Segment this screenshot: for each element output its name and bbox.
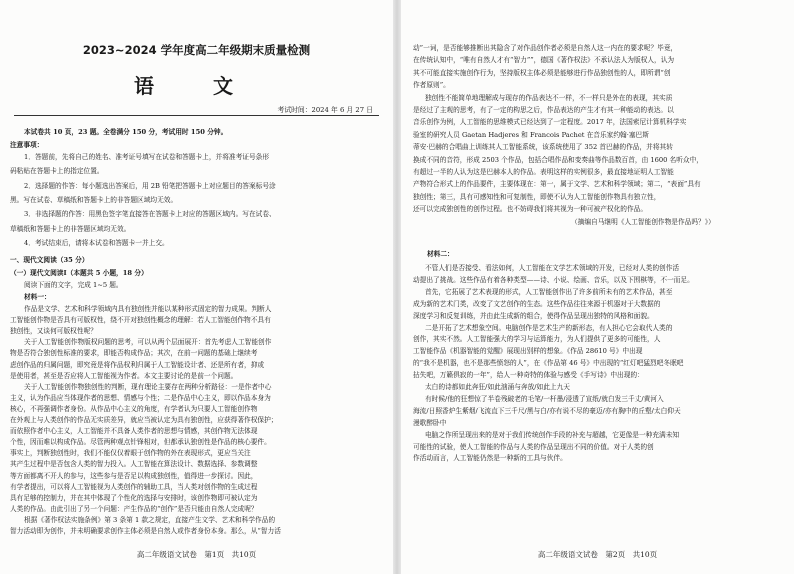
text-line: 创作，其实不然。人工智能强大的学习与运算能力，为人们提供了更多的可能性，人: [413, 335, 661, 344]
page-footer: 高二年级语文试卷 第2页 共10页: [537, 550, 658, 559]
text-line: 是使用者，甚至是否应将人工智能视为作者。本文主要讨论的是前一个问题。: [10, 371, 238, 380]
text-line: 动”一词，是否能够推断出其隐含了对作品创作者必须是自然人这一内在的要求呢？毕竟，: [413, 44, 678, 52]
text-line: 2．选择题的作答：每小题选出答案后，用 2B 铅笔把答题卡上对应题目的答案标号涂: [24, 181, 276, 190]
text-line: 其不可能直接实施创作行为，坚持版权主体必须是能够进行作品独创性的人，即所谓“创: [413, 68, 671, 77]
text-line: 等方面都离不开人的参与，这些参与是否足以构成独创性，值得进一步探讨。因此，: [10, 471, 258, 480]
text-line: 验室的研究人员 Gaetan Hadjeres 和 Francois Pachet 在音乐家约翰·塞巴斯: [413, 130, 649, 139]
material-label: 材料一：: [24, 293, 51, 301]
text-line: 核心，不再强调作者身份。从作品中心主义的角度，有学者认为只要人工智能创作物: [10, 404, 258, 413]
text-line: 虑创作品的归属问题，即究竟是将作品权利归属于人工智能设计者、还是所有者，抑或: [10, 360, 265, 369]
exam-title: 2023~2024 学年度高二年级期末质量检测: [82, 43, 311, 57]
subsection-heading: （一）现代文阅读Ⅰ（本题共 5 小题，18 分）: [10, 269, 148, 277]
text-line: （摘编自马继明《人工智能创作物是作品吗？》）: [571, 217, 715, 226]
text-line: 码粘贴在答题卡上的指定位置。: [10, 167, 104, 176]
text-line: 主义，认为作品应当体现作者的思想、情感与个性；二是作品中心主义，即以作品本身为: [10, 393, 271, 402]
text-line: 独创性；第三，具有可感知性和可复制性，即使不认为人工智能创作物具有独立性，: [413, 192, 661, 201]
text-line: 工智能作品《机器智能的觉醒》展现出别样的想象。《作品 28610 号》中出现: [413, 347, 643, 356]
text-line: 作者原则”。: [413, 81, 450, 90]
page-2: [401, 0, 794, 574]
text-line: 拈失吧，万籁俱寂的一年”，给人一种奇特的体验与感受《手写诗》中出现的：: [413, 371, 644, 380]
text-line: 是经过了主观的思考，有了一定的构思之后，作品表达的产生才有其一种能动的表达。以: [413, 106, 674, 114]
notice-heading: 注意事项：: [10, 141, 44, 149]
text-line: 其产生过程中是否包含人类的智力投入。人工智能在算法设计、数据选择、参数调整: [10, 460, 258, 469]
page-1: [0, 0, 393, 574]
text-line: 草稿纸和答题卡上的非答题区域均无效。: [10, 224, 131, 233]
text-line: 在外观上与人类创作的作品无实质差异，就应当被认定为具有独创性，应获得著作权保护；: [10, 416, 278, 424]
text-line: 电脑之作所呈现出来的是对于我们传统创作手段的补充与超越，它更像是一种充满未知: [425, 430, 680, 439]
text-line: 可能性的试验，使人工智能的作品与人类的作品呈现出不同的价值。对于人类的创: [413, 442, 654, 451]
exam-meta: 本试卷共 10 页，23 题。全卷满分 150 分，考试用时 150 分钟。: [24, 128, 228, 136]
text-line: 独创性，又谈何可版权性呢？: [10, 327, 97, 336]
section-heading: 一、现代文阅读（35 分）: [10, 256, 89, 264]
text-line: 还可以完成独创性的创作过程。也不妨碍我们将其视为一种可被产权化的作品。: [413, 205, 648, 214]
text-line: 太白的诗都如此奔狂/如此汹涌与奔放/如此上九天: [425, 383, 570, 391]
text-line: 个性，因而难以构成作品。尽管两种观点针锋相对，但都承认独创性是作品的核心要件。: [10, 438, 271, 447]
text-line: 动提出了挑战。这些作品有着各种类型——诗、小说、绘画、音乐，以及下围棋等，不一而足。: [413, 275, 694, 284]
text-line: 物是否符合独创性标准的要求，即能否构成作品；其次，在前一问题的基础上继续考: [10, 349, 258, 358]
text-line: 首先，它拓展了艺术表现的形式，人工智能创作出了许多前所未有的艺术作品，甚至: [425, 287, 673, 296]
text-line: 蒂安·巴赫的合唱曲上训练其人工智能系统，该系统使用了 352 首巴赫的作品，并将其转: [413, 143, 673, 152]
text-line: 智力活动即为创作，并未明确要求创作主体必须是自然人或作者身份本身。那么，从“智力活: [10, 527, 281, 535]
page-gutter: [393, 0, 401, 574]
text-line: 作品是文学、艺术和科学领域内具有独创性并能以某种形式固定的智力成果。判断人: [24, 305, 272, 313]
text-line: 关于人工智能创作物版权问题的思考，可以从两个层面展开：首先考虑人工智能创作: [24, 338, 272, 347]
text-line: 音乐创作为例，人工智能的思维模式已经达到了一定程度。2017 年，法国索尼计算机科学实: [413, 118, 687, 127]
text-line: 具有足够的控制力，并在其中体现了个性化的选择与安排时，该创作物即可被认定为: [10, 493, 258, 502]
text-line: 事实上，判断独创性时，我们不能仅仅着眼于创作物的外在表现形式，更应当关注: [10, 449, 251, 458]
text-line: 的“我不是机器，也不是那些愤怒的人”，在《作品第 46 号》中出现的“红灯吧猛烈吧冬眠吧: [413, 359, 684, 368]
text-line: 而依照作者中心主义，人工智能并不具备人类作者的思想与情感，其创作物无法体现: [10, 427, 258, 436]
text-line: 在传统认知中，“唯有自然人才有“智力””，德国《著作权法》不承认法人为版权人，认为: [413, 56, 675, 65]
material-label: 材料二：: [427, 250, 454, 258]
text-line: 根据《著作权法实施条例》第 3 条第 1 款之规定，直接产生文学、艺术和科学作品的: [24, 515, 276, 524]
text-line: 漫歌醉卧中: [413, 418, 447, 427]
text-line: 黑。写在试卷、草稿纸和答题卡上的非答题区域均无效。: [10, 195, 178, 204]
header-rule: [14, 115, 379, 116]
text-line: 有超过一半的人认为这是巴赫本人的作品。表明这样的实例很多，最直接地证明人工智能: [413, 168, 674, 176]
text-line: 成为新的艺术门类，改变了文艺创作的生态。这些作品往往来源于机器对于大数据的: [413, 299, 661, 308]
text-line: 3．非选择题的作答：用黑色签字笔直接答在答题卡上对应的答题区域内。写在试卷、: [24, 210, 276, 219]
text-line: 换成不同的音符，形成 2503 个作品，包括合唱作品和变奏曲等作品数百首，由 1600 名听众中，: [413, 155, 703, 164]
page-footer: 高二年级语文试卷 第1页 共10页: [136, 550, 257, 559]
text-line: 有时候/他的狂想惊了半卷残破老的毛笔/一杆墨/浸透了宣纸/就白发三千丈/黄河入: [425, 394, 664, 403]
reading-instruction: 阅读下面的文字，完成 1~5 题。: [24, 281, 123, 289]
text-line: 作活动而言，人工智能仍然是一种新的工具与伙伴。: [413, 454, 567, 463]
text-line: 工智能创作物是否具有可版权性，绕不开对独创性概念的理解：若人工智能创作物不具有: [10, 316, 271, 325]
text-line: 关于人工智能创作物独创性的判断，现有理论主要存在两种分析路径：一是作者中心: [24, 382, 272, 391]
subject-title: 语 文: [134, 74, 259, 98]
text-line: 二是开拓了艺术想象空间。电脑创作是艺术生产的新形态，有人担心它会取代人类的: [425, 323, 673, 332]
text-line: 产物符合形式上的作品要件，主要体现在：第一，属于文学、艺术和科学领域；第二，“表面”具有: [413, 180, 701, 189]
text-line: 1．答题前，先将自己的姓名、准考证号填写在试卷和答题卡上，并将准考证号条形: [24, 153, 270, 161]
exam-time: 考试时间：2024 年 6 月 27 日: [277, 106, 373, 114]
text-line: 海流/日照香炉生紫烟/飞流直下三千尺/黑与白/亦有说不尽的豪迈/亦有胸中的丘壑/太白仰天: [413, 406, 681, 415]
text-line: 人类的作品。由此引出了另一个问题：产生作品的“创作”是否只能由自然人完成呢？: [10, 504, 258, 513]
text-line: 有学者提出，可以将人工智能视为人类创作的辅助工具，当人类对创作物的生成过程: [10, 482, 258, 491]
text-line: 4．考试结束后，请将本试卷和答题卡一并上交。: [24, 238, 169, 247]
text-line: 不管人们是否接受、看法如何，人工智能在文学艺术领域的开发，已经对人类的创作活: [425, 264, 680, 272]
text-line: 独创性不能简单地理解成与现存的作品表达不一样，不一样只是外在的表现，其实质: [425, 93, 673, 102]
text-line: 深度学习和反复训练，并由此生成新的组合，使得作品呈现出独特的风格和面貌。: [413, 311, 654, 320]
